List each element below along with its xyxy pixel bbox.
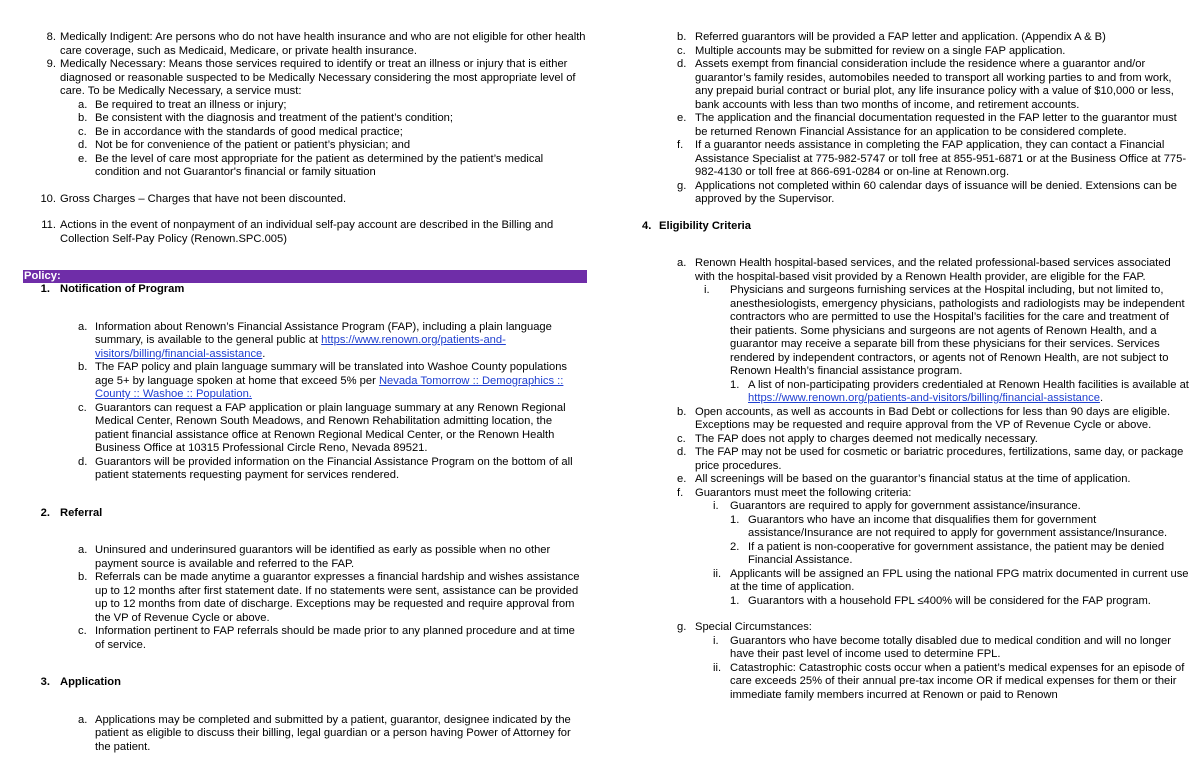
list-text: Renown Health hospital-based services, and the related professional-based services associated with the hospital-based visit provided by a Renown Health provider, are eligible for the FAP. (695, 257, 1171, 283)
list-number: 10. (40, 192, 56, 205)
section-number: 4. (642, 219, 652, 232)
list-item (23, 153, 587, 180)
section-heading-application (23, 676, 587, 690)
list-item (23, 402, 587, 456)
section-title: Referral (60, 506, 103, 519)
section-number: 2. (40, 506, 50, 519)
list-number: 9. (46, 58, 56, 70)
list-item (23, 714, 587, 755)
list-item (23, 126, 587, 140)
list-item (641, 379, 1189, 406)
list-text: Not be for convenience of the patient or patient’s physician; and (95, 139, 411, 151)
list-letter: d. (677, 446, 687, 458)
list-item (641, 487, 1189, 501)
list-item (641, 45, 1189, 59)
list-text: The FAP policy and plain language summary will be translated into Washoe County populations age 5+ by language spoken at home that exceed 5% per (95, 361, 568, 387)
list-text: Be consistent with the diagnosis and treatment of the patient’s condition; (95, 112, 454, 124)
list-text: Physicians and surgeons furnishing services at the Hospital including, but not limited to, anesthesiologists, emergency physicians, pathologists and radiologists may be independent contractors who are permitted to use the Hospital’s facilities for the care and treatment of their patients. Some physicians and surgeons are not agents of Renown Health, and a guarantor may receive a separate bill from these physicians for their services. Services rendered by independent contractors, or agents not of Renown Health, are not subject to Renown Health’s financial assistance program. (730, 284, 1185, 377)
list-item (23, 456, 587, 483)
list-text: Guarantors who have an income that disqualifies them for government assistance/Insurance are not required to apply for government assistance/Insurance. (748, 513, 1168, 539)
list-number: 1. (730, 378, 740, 391)
list-text: Guarantors will be provided information on the Financial Assistance Program on the bottom of all patient statements requesting payment for services rendered. (95, 455, 573, 481)
list-text: Applications not completed within 60 calendar days of issuance will be denied. Extensions can be approved by the Supervisor. (695, 179, 1177, 205)
definition-11 (23, 219, 587, 246)
section-title: Notification of Program (60, 283, 185, 295)
list-text: Multiple accounts may be submitted for review on a single FAP application. (695, 44, 1066, 57)
right-column (641, 31, 1189, 702)
list-letter: a. (78, 98, 88, 111)
list-item (23, 571, 587, 625)
section-heading-notification (23, 283, 587, 297)
list-letter: a. (78, 713, 88, 726)
list-text: Catastrophic: Catastrophic costs occur when a patient’s medical expenses for an episode of care exceeds 25% of their annual pre-tax income OR if medical expenses for them or their immediate family members incurred at Renown or paid to Renown (730, 661, 1185, 701)
list-item (641, 180, 1189, 207)
list-item (23, 544, 587, 571)
list-text: Guarantors who have become totally disabled due to medical condition and will no longer have their past level of income used to determine FPL. (730, 634, 1171, 660)
list-letter: a. (78, 320, 88, 333)
list-text: Information pertinent to FAP referrals should be made prior to any planned procedure and at time of service. (95, 625, 575, 651)
list-item (641, 473, 1189, 487)
section-number: 1. (40, 283, 50, 295)
list-text: The FAP may not be used for cosmetic or bariatric procedures, fertilizations, same day, or package price procedures. (695, 446, 1184, 472)
list-text: Guarantors are required to apply for government assistance/insurance. (730, 500, 1081, 512)
list-item (641, 635, 1189, 662)
section-heading-referral (23, 507, 587, 521)
list-item (23, 139, 587, 153)
list-item (23, 625, 587, 652)
list-item (641, 257, 1189, 284)
list-letter: c. (78, 401, 87, 414)
definition-text: Medically Indigent: Are persons who do not have health insurance and who are not eligible for other health care coverage, such as Medicaid, Medicare, or private health insurance. (60, 31, 586, 57)
section-number: 3. (40, 676, 50, 688)
list-letter: f. (677, 139, 684, 151)
list-text: If a patient is non-cooperative for government assistance, the patient may be denied Financial Assistance. (748, 540, 1165, 566)
list-text-end: . (262, 347, 266, 360)
list-letter: b. (677, 31, 687, 43)
list-letter: f. (677, 486, 684, 499)
list-item (641, 541, 1189, 568)
list-number: 1. (730, 513, 740, 526)
list-item (23, 99, 587, 113)
definition-8 (23, 31, 587, 58)
list-letter: e. (677, 112, 687, 124)
list-number: 2. (730, 540, 740, 553)
list-text-end: . (1099, 392, 1104, 404)
list-letter: a. (78, 544, 88, 556)
list-item (641, 31, 1189, 45)
list-text: Assets exempt from financial consideration include the residence where a guarantor and/or guarantor’s family resides, automobiles needed to transport all working parties to and from work, any prepaid burial contract or burial plot, any life insurance policy with a value of $10,000 or less, bank accounts with less than two months of income, and retirement accounts. (695, 58, 1174, 111)
list-letter: c. (78, 125, 87, 138)
list-item (641, 139, 1189, 180)
list-letter: c. (677, 432, 686, 445)
list-letter: c. (78, 625, 87, 637)
list-roman: i. (713, 634, 719, 647)
list-number: 1. (730, 594, 740, 607)
list-roman: ii. (713, 661, 722, 674)
list-text: Applicants will be assigned an FPL using the national FPG matrix documented in current use at the time of application. (730, 567, 1189, 593)
list-text: The application and the financial documentation requested in the FAP letter to the guarantor must be returned Renown Financial Assistance for an application to be considered complete. (695, 112, 1177, 138)
section-heading-eligibility (641, 220, 1189, 234)
list-text: Uninsured and underinsured guarantors will be identified as early as possible when no other payment source is available and referred to the FAP. (95, 544, 551, 570)
section-title: Application (60, 676, 121, 688)
list-roman: i. (713, 500, 719, 512)
list-letter: e. (677, 473, 687, 485)
list-text: Guarantors with a household FPL ≤400% will be considered for the FAP program. (748, 594, 1151, 607)
list-item (23, 361, 587, 402)
list-text: Be the level of care most appropriate for the patient as determined by the patient’s medical condition and not Guarantor's financial or family situation (95, 152, 544, 178)
list-letter: a. (677, 257, 687, 269)
list-item (641, 662, 1189, 703)
list-letter: d. (677, 58, 687, 70)
list-text: Referrals can be made anytime a guarantor expresses a financial hardship and wishes assistance up to 12 months after first statement date. If no statements were sent, assistance can be provided up to 12 months from date of discharge. Exceptions may be requested and require approval from the VP of Revenue Cycle or above. (95, 571, 580, 624)
list-item (641, 595, 1189, 609)
list-roman: ii. (713, 567, 722, 580)
list-text: If a guarantor needs assistance in completing the FAP application, they can contact a Financial Assistance Specialist at 775-982-5747 or toll free at 855-951-6871 or at the Business Office at 775-982-4130 or toll free at 866-691-0284 or on-line at Renown.org. (695, 139, 1187, 178)
list-text: Information about Renown’s Financial Assistance Program (FAP), including a plain language summary, is available to the general public at (95, 320, 552, 346)
section-title: Eligibility Criteria (659, 219, 752, 232)
list-text: Be in accordance with the standards of good medical practice; (95, 125, 403, 138)
list-number: 11. (41, 219, 56, 231)
list-item (641, 58, 1189, 112)
list-text: Referred guarantors will be provided a FAP letter and application. (Appendix A & B) (695, 31, 1106, 43)
list-item (641, 621, 1189, 635)
list-text: The FAP does not apply to charges deemed not medically necessary. (695, 432, 1038, 445)
list-letter: b. (78, 571, 88, 583)
definition-text: Medically Necessary: Means those services required to identify or treat an illness or injury that is either diagnosed or reasonable suspected to be Medically Necessary considering the most appropriate level of care. To be Medically Necessary, a service must: (60, 58, 576, 97)
list-letter: b. (78, 361, 88, 373)
list-letter: d. (78, 455, 88, 468)
financial-assistance-link[interactable]: https://www.renown.org/patients-and-visitors/billing/financial-assistance (748, 392, 1100, 404)
list-text: Guarantors can request a FAP application or plain language summary at any Renown Regional Medical Center, Renown South Meadows, and Renown Rehabilitation admitting location, the patient financial assistance office at Renown Regional Medical Center, or the Renown Health Business Office at 10315 Professional Circle Reno, Nevada 89521. (95, 401, 566, 454)
definition-10 (23, 193, 587, 207)
list-text: A list of non-participating providers credentialed at Renown Health facilities is available at (748, 378, 1189, 391)
list-item (641, 433, 1189, 447)
list-letter: e. (78, 152, 88, 165)
definition-text: Actions in the event of nonpayment of an individual self-pay account are described in the Billing and Collection Self-Pay Policy (Renown.SPC.005) (60, 219, 554, 245)
list-item (641, 406, 1189, 433)
list-item (641, 284, 1189, 379)
list-text: All screenings will be based on the guarantor’s financial status at the time of application. (695, 473, 1131, 485)
list-item (641, 568, 1189, 595)
list-text: Special Circumstances: (695, 621, 812, 633)
list-text: Guarantors must meet the following criteria: (695, 486, 912, 499)
list-letter: c. (677, 44, 686, 57)
list-item (23, 112, 587, 126)
left-column (23, 31, 587, 754)
definition-text: Gross Charges – Charges that have not been discounted. (60, 192, 347, 205)
list-item (641, 112, 1189, 139)
list-roman: i. (704, 284, 710, 296)
definition-9 (23, 58, 587, 99)
list-letter: g. (677, 621, 687, 633)
list-text: Be required to treat an illness or injury; (95, 98, 287, 111)
financial-assistance-link[interactable]: https://www.renown.org/patients-and-visitors/billing/financial-assistance (95, 334, 506, 360)
policy-label: Policy: (24, 270, 61, 282)
list-item (23, 321, 587, 362)
list-text: Applications may be completed and submitted by a patient, guarantor, designee indicated by the patient as eligible to discuss their billing, legal guardian or a person having Power of Attorney for the patient. (95, 713, 571, 753)
list-letter: b. (677, 405, 687, 418)
nevada-tomorrow-link[interactable]: Nevada Tomorrow :: Demographics :: County :: Washoe :: Population. (95, 374, 564, 400)
list-number: 8. (46, 31, 56, 43)
list-item (641, 500, 1189, 514)
list-text: Open accounts, as well as accounts in Bad Debt or collections for less than 90 days are eligible. Exceptions may be requested and require approval from the VP of Revenue Cycle or above. (695, 405, 1171, 431)
list-letter: g. (677, 179, 687, 192)
policy-section-bar (23, 270, 587, 283)
list-item (641, 446, 1189, 473)
list-item (641, 514, 1189, 541)
list-letter: b. (78, 112, 88, 124)
list-letter: d. (78, 139, 88, 151)
